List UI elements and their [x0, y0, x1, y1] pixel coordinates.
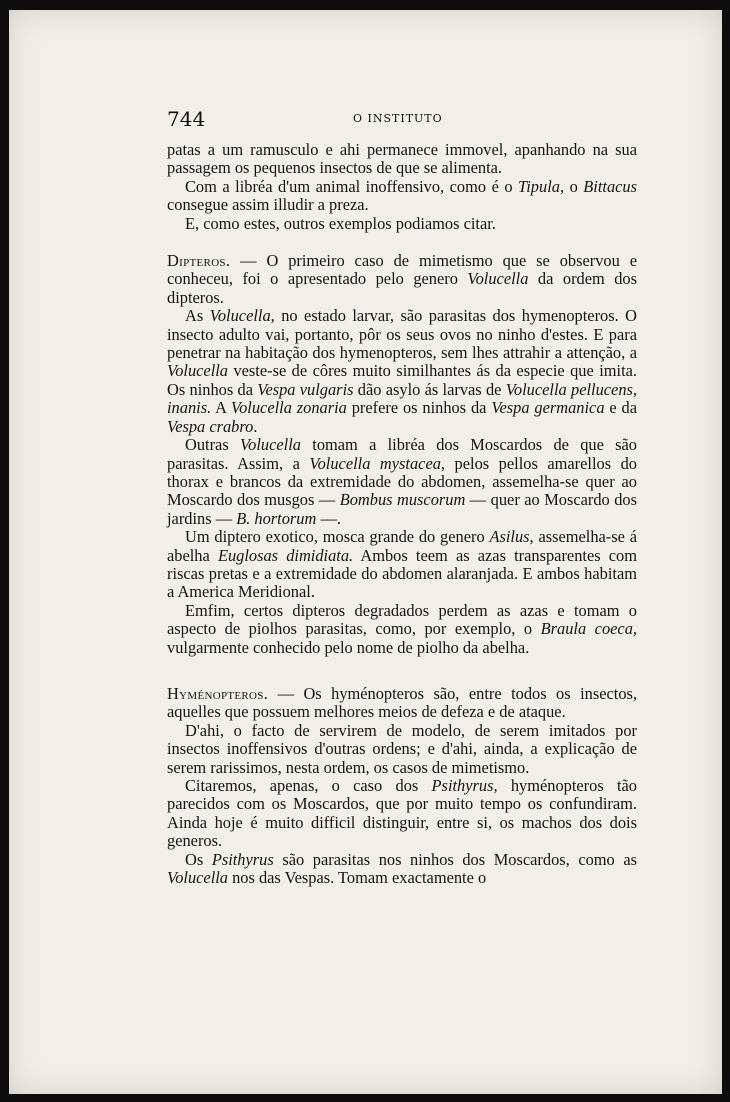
paragraph: E, como estes, outros exemplos podiamos citar. [185, 213, 496, 233]
section-dipteros: Dipteros. — O primeiro caso de mimetismo que se observou e conheceu, foi o apresentado pelo genero Volucella da ordem dos dipteros. [167, 251, 638, 307]
paragraph: Os Psithyrus são parasitas nos ninhos dos Moscardos, como as Volucella nos das Vespas. Tomam exactamente o [167, 849, 637, 888]
paragraph: Citaremos, apenas, o caso dos Psithyrus, hyménopteros tão parecidos com os Moscardos, que por muito tempo os confundiram. Ainda hoje é muito difficil distinguir, entre si, os machos dos dois generos. [167, 776, 637, 851]
paragraph: Com a libréa d'um animal inoffensivo, como é o Tipula, o Bittacus consegue assim illudir a preza. [167, 176, 637, 215]
paragraph: Outras Volucella tomam a libréa dos Moscardos de que são parasitas. Assim, a Volucella mystacea, pelos pellos amarellos do thorax e brancos da extremidade do abdomen, assemelha-se quer ao Moscardo dos musgos — Bombus muscorum — quer ao Moscardo dos jardins — B. hortorum —. [167, 435, 637, 528]
running-title: O INSTITUTO [353, 112, 443, 125]
book-page [9, 10, 722, 1094]
paragraph: Um diptero exotico, mosca grande do genero Asilus, assemelha-se á abelha Euglosas dimidiata. Ambos teem as azas transparentes com riscas pretas e a extremidade do abdomen alaranjada. E ambos habitam a America Meridional. [167, 527, 637, 602]
paragraph: As Volucella, no estado larvar, são parasitas dos hymenopteros. O insecto adulto vai, portanto, pôr os seus ovos no ninho d'estes. E para penetrar na habitação dos hymenopteros, sem lhes attrahir a attenção, a Volucella veste-se de côres muito similhantes ás da especie que imita. Os ninhos da Vespa vulgaris dão asylo ás larvas de Volucella pellucens, inanis. A Volucella zonaria prefere os ninhos da Vespa germanica e da Vespa crabro. [167, 306, 637, 436]
paragraph: patas a um ramusculo e ahi permanece immovel, apanhando na sua passagem os pequenos insectos de que se alimenta. [167, 140, 637, 178]
paragraph: D'ahi, o facto de servirem de modelo, de serem imitados por insectos inoffensivos d'outras ordens; e d'ahi, ainda, a explicação de serem rarissimos, nesta ordem, os casos de mimetismo. [167, 720, 637, 777]
paragraph: Emfim, certos dipteros degradados perdem as azas e tomam o aspecto de piolhos parasitas, como, por exemplo, o Braula coeca, vulgarmente conhecido pelo nome de piolho da abelha. [167, 600, 637, 657]
section-hymenopteros: Hyménopteros. — Os hyménopteros são, entre todos os insectos, aquelles que possuem melhores meios de defeza e de ataque. [167, 683, 637, 722]
section-heading: Hyménopteros. [167, 683, 269, 703]
body-text [167, 141, 637, 887]
page-number: 744 [167, 107, 206, 131]
page-header [167, 107, 637, 131]
section-heading: Dipteros. [167, 251, 231, 271]
